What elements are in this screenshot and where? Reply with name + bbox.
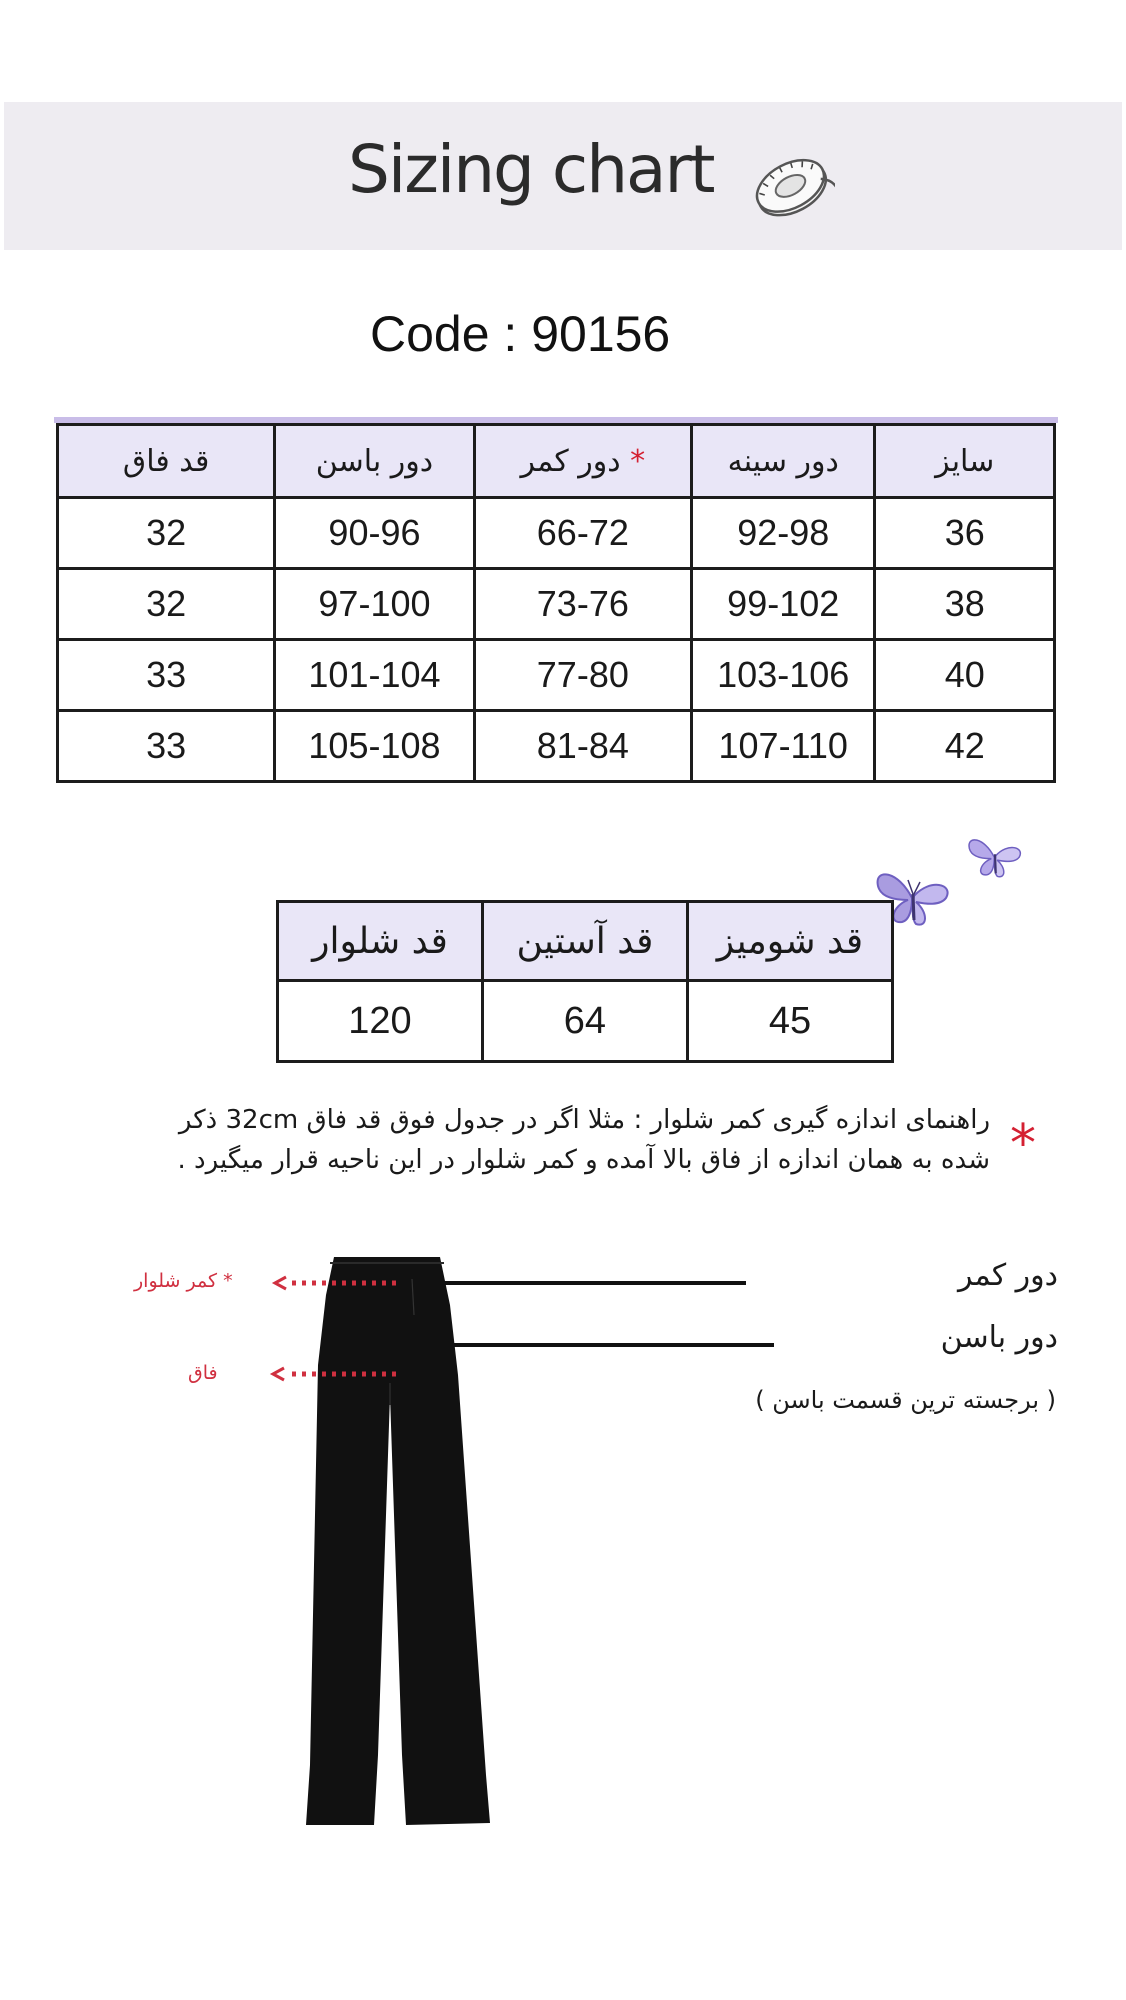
waist-label: دور کمر <box>957 1258 1058 1293</box>
table-row <box>58 569 1055 640</box>
cell-size: 38 <box>875 569 1055 640</box>
col-hip: دور باسن <box>275 425 474 498</box>
cell-waist: 81-84 <box>474 711 691 782</box>
pants-illustration <box>290 1255 530 1835</box>
cell-waist: 66-72 <box>474 498 691 569</box>
cell-hip: 97-100 <box>275 569 474 640</box>
col-rise: قد فاق <box>58 425 275 498</box>
measurement-note <box>80 1100 990 1190</box>
table-row <box>58 711 1055 782</box>
note-line-1: راهنمای اندازه گیری کمر شلوار : مثلا اگر در جدول فوق قد فاق 32cm ذکر <box>178 1105 990 1135</box>
butterfly-small-icon <box>962 822 1028 888</box>
col-chest: دور سینه <box>691 425 875 498</box>
cell-size: 40 <box>875 640 1055 711</box>
cell-rise: 32 <box>58 498 275 569</box>
red-waist-label: * کمر شلوار <box>134 1270 233 1292</box>
cell-hip: 90-96 <box>275 498 474 569</box>
cell-size: 42 <box>875 711 1055 782</box>
cell-shirt-length: 45 <box>687 981 892 1062</box>
col-waist <box>474 425 691 498</box>
length-table-header <box>278 902 893 981</box>
col-sleeve-length: قد آستین <box>482 902 687 981</box>
table-row <box>278 981 893 1062</box>
waist-star: * <box>630 443 646 479</box>
note-line-2: شده به همان اندازه از فاق بالا آمده و کمر شلوار در این ناحیه قرار میگیرد . <box>177 1145 990 1175</box>
col-size: سایز <box>875 425 1055 498</box>
cell-chest: 103-106 <box>691 640 875 711</box>
hip-note: ( برجسته ترین قسمت باسن ) <box>755 1386 1056 1414</box>
length-table <box>276 900 894 1063</box>
cell-chest: 92-98 <box>691 498 875 569</box>
cell-sleeve-length: 64 <box>482 981 687 1062</box>
cell-rise: 33 <box>58 640 275 711</box>
cell-rise: 32 <box>58 569 275 640</box>
hip-label: دور باسن <box>940 1320 1058 1355</box>
cell-rise: 33 <box>58 711 275 782</box>
red-rise-label: فاق <box>188 1362 218 1384</box>
cell-hip: 105-108 <box>275 711 474 782</box>
cell-pants-length: 120 <box>278 981 483 1062</box>
col-waist-label: دور کمر <box>520 443 621 479</box>
product-code: Code : 90156 <box>370 306 671 362</box>
cell-waist: 73-76 <box>474 569 691 640</box>
table-row <box>58 498 1055 569</box>
cell-chest: 107-110 <box>691 711 875 782</box>
size-table <box>56 423 1056 783</box>
page-title: Sizing chart <box>348 131 714 208</box>
size-table-header <box>58 425 1055 498</box>
table-row <box>58 640 1055 711</box>
col-pants-length: قد شلوار <box>278 902 483 981</box>
note-star: * <box>1010 1114 1036 1174</box>
cell-chest: 99-102 <box>691 569 875 640</box>
cell-waist: 77-80 <box>474 640 691 711</box>
col-shirt-length: قد شومیز <box>687 902 892 981</box>
measuring-tape-icon <box>745 140 835 230</box>
cell-size: 36 <box>875 498 1055 569</box>
cell-hip: 101-104 <box>275 640 474 711</box>
